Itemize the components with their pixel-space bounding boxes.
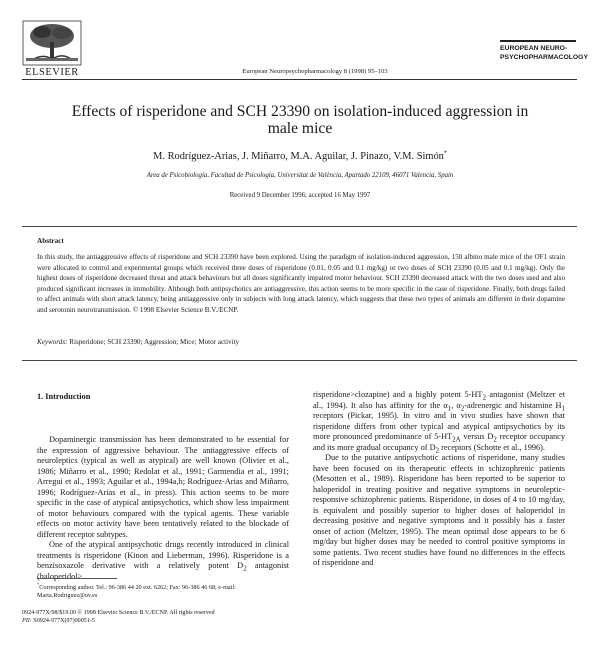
left-column: [37, 435, 289, 582]
left-paragraph-2: [37, 540, 289, 582]
header-divider: [22, 79, 577, 80]
authors: [40, 151, 560, 162]
right-p1-d: -adrenergic and histamine H: [464, 400, 562, 410]
author-footnote-mark: *: [443, 150, 447, 157]
left-paragraph-2-text-a: One of the atypical antipsychotic drugs recently introduced in clinical treatments is risperidone (Kinon and Lieberman, 1996). Risperidone is a benzisoxazole derivative with a relatively potent D: [37, 540, 289, 570]
journal-brand: [500, 40, 588, 62]
keywords-text: Risperidone; SCH 23390; Aggression; Mice; Motor activity: [67, 338, 240, 346]
right-p1-h: receptors (Schotte et al., 1996).: [439, 442, 546, 452]
journal-brand-line2: PSYCHOPHARMACOLOGY: [500, 53, 588, 61]
copyright-line: 0924-977X/98/$19.00 © 1998 Elsevier Science B.V./ECNP. All rights reserved: [22, 610, 215, 616]
footnote-text: Corresponding author. Tel.: 96-386 44 20 ext. 6262; Fax: 96-386 46 68; e-mail: Marta.Rodriguez@uv.es: [37, 584, 236, 600]
abstract-heading: Abstract: [37, 237, 64, 245]
right-p1-e: receptors (Pickar, 1995). In vitro and in vivo studies have shown that risperidone differs from other typical and atypical antipsychotics by its more pronounced predominance of 5-HT: [313, 411, 565, 441]
right-p1-c: , α: [451, 400, 461, 410]
received-dates: Received 9 December 1996; accepted 16 May 1997: [229, 192, 371, 199]
right-column: [313, 390, 565, 569]
left-paragraph-1: Dopaminergic transmission has been demonstrated to be essential for the expression of aggressive behaviour. The antiaggressive effects of neuroleptics (typical as well as atypical) are well known (Olivier et al., 1986; Miñarro et al., 1990; Redolat et al., 1991; Garmendia et al., 1991; Arregui et al., 1993; Aguilar et al., 1994a,b; Rodríguez-Arias and Miñarro, 1996; Rodríguez-Arias et al., in press). This action seems to be more specific in the case of atypical antipsychotics, which show less impairment of motor behaviours compared with the typical agents. These variable effects on motor activity have been tentatively related to the blockade of different receptor subtypes.: [37, 435, 289, 539]
keywords-label: Keywords:: [37, 338, 68, 346]
journal-reference: European Neuropsychopharmacology 8 (1998) 95–103: [242, 68, 388, 75]
right-p1-f: versus D: [460, 432, 494, 441]
affiliation: Area de Psicobiología, Facultad de Psicología, Universitat de València, Apartado 22109, 46071 Valencia, Spain: [146, 172, 454, 179]
abstract-top-rule: [22, 226, 577, 227]
abstract-text: In this study, the antiaggressive effects of risperidone and SCH 23390 have been explored. Using the paradigm of isolation-induced aggression, 150 albino male mice of the OF1 strain were allocated to control and experimental groups which received three doses of risperidone (0.01, 0.05 and 0.1 mg/kg) or two doses of SCH 23390 (0.05 and 0.1 mg/kg). Only the highest doses of risperidone decreased threat and attack behaviours but all doses significantly impaired motor behaviour. SCH 23390 decreased attack with the two doses used and also produced significant increases in immobility. Although both antipsychotics are antiaggressive, this action seems to be more specific in the case of risperidone. Finally, both drugs failed to affect animals with short attack latency, being antiaggressive only in subjects with long attack latency, which suggests that these two types of animals are different in their dopamine and serotonin neurotransmission. © 1998 Elsevier Science B.V./ECNP.: [37, 253, 565, 314]
footnote-rule: [37, 578, 117, 579]
right-p1-sub3: 2: [460, 405, 465, 413]
pii-label: PII:: [22, 618, 32, 625]
right-p1-a: risperidone>clozapine) and a highly potent 5-HT: [313, 390, 483, 399]
right-p1-sub5: 2A: [452, 436, 461, 444]
pii-value: S0924-977X(97)00051-5: [31, 618, 95, 625]
journal-brand-line1: EUROPEAN NEURO-: [500, 45, 568, 52]
elsevier-tree-icon: [22, 20, 82, 66]
section-heading-introduction: 1. Introduction: [37, 392, 91, 401]
left-paragraph-2-text-b: antagonist (haloperidol>: [37, 561, 289, 581]
right-paragraph-2: Due to the putative antipsychotic actions of risperidone, many studies have been focused on its therapeutic effects in schizophrenic patients (Mesotten et al., 1989). Risperidone has been reported to be superior to haloperidol in treating positive and negative symptoms in neuroleptic-responsive schizophrenic patients. Risperidone, in doses of 4 to 10 mg/day, is equivalent and possibly superior to higher doses of haloperidol in decreasing positive and negative symptoms and it possibly has a faster onset of action (Meltzer, 1995). The mean optimal dose appears to be 6 mg/day but higher doses may be needed to control positive symptoms in some patients. Two recent studies have found no differences in the effects of risperidone and: [313, 453, 565, 567]
right-p1-sub4: 1: [561, 405, 565, 413]
author-list: M. Rodríguez-Arias, J. Miñarro, M.A. Aguilar, J. Pinazo, V.M. Simón: [153, 151, 444, 162]
publisher-name: ELSEVIER: [25, 67, 79, 78]
right-p1-g: receptor occupancy and its more gradual occupancy of D: [313, 432, 565, 452]
corresponding-author-footnote: [37, 581, 289, 601]
paper-title-line1: Effects of risperidone and SCH 23390 on isolation-induced aggression in: [71, 103, 529, 120]
publisher-logo: [22, 20, 82, 78]
pii-line: [22, 617, 577, 625]
right-p1-sub1: 2: [482, 394, 486, 402]
left-paragraph-2-sub: 2: [243, 565, 247, 573]
paper-title: [30, 103, 570, 137]
right-p1-sub6: 2: [493, 436, 497, 444]
keywords: [37, 338, 565, 346]
right-p1-b: antagonist (Meltzer et al., 1994). It also has affinity for the α: [313, 390, 566, 410]
right-p1-sub2: 1: [447, 405, 452, 413]
footnote-mark: *: [37, 581, 40, 587]
copyright-block: [22, 609, 577, 626]
right-p1-sub7: 2: [435, 447, 440, 455]
abstract-bottom-rule: [22, 360, 577, 361]
paper-title-line2: male mice: [267, 120, 333, 137]
right-paragraph-1: [313, 390, 565, 453]
